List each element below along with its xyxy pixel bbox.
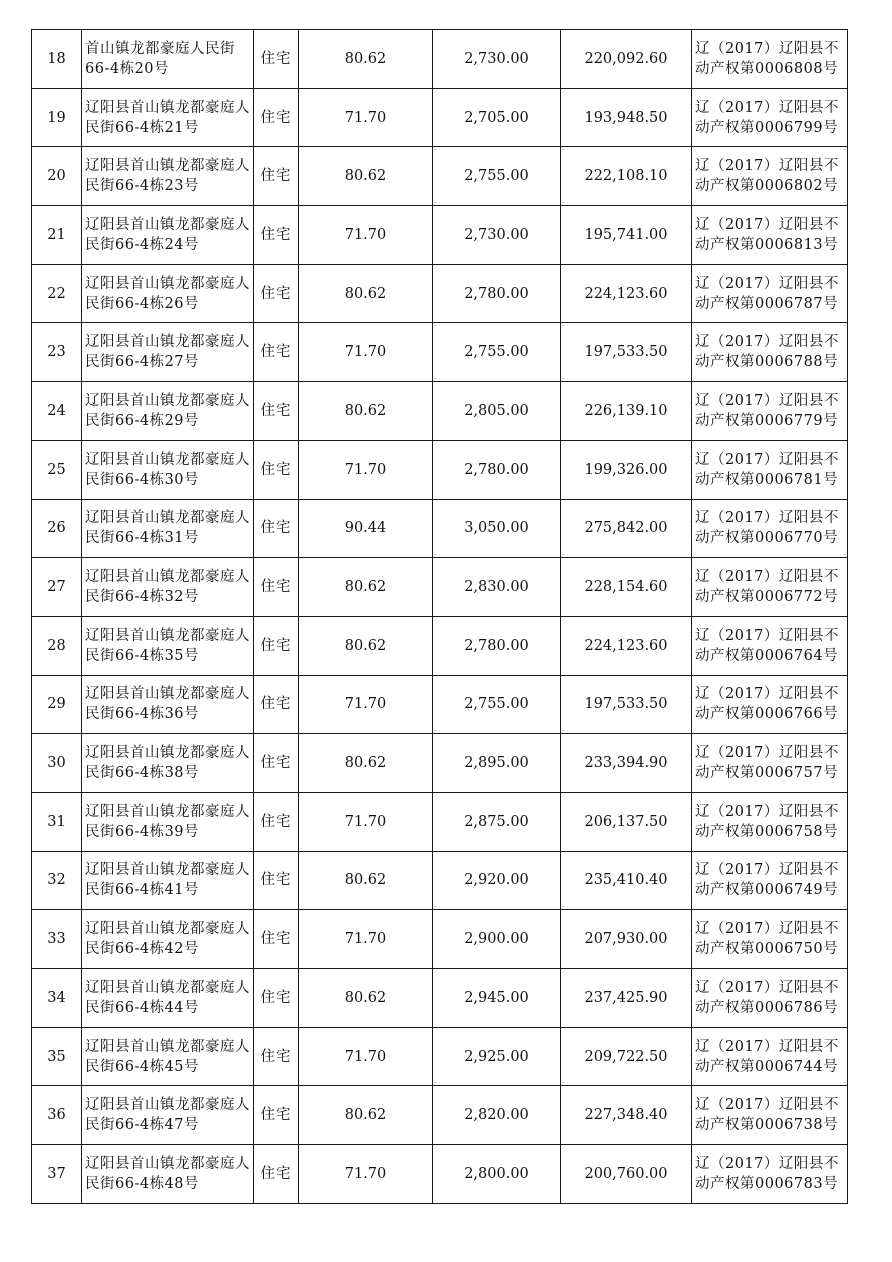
area-cell: 80.62 [299,30,433,89]
table-row [32,558,848,617]
certificate-number-cell: 辽（2017）辽阳县不动产权第0006764号 [692,616,848,675]
unit-price-cell: 2,780.00 [433,264,561,323]
table-row [32,499,848,558]
address-cell: 辽阳县首山镇龙都豪庭人民街66-4栋42号 [82,910,254,969]
usage-cell: 住宅 [254,88,299,147]
unit-price-cell: 2,755.00 [433,675,561,734]
table-row [32,30,848,89]
row-number-cell: 29 [32,675,82,734]
unit-price-cell: 2,925.00 [433,1027,561,1086]
unit-price-cell: 2,920.00 [433,851,561,910]
row-number-cell: 31 [32,792,82,851]
total-price-cell: 200,760.00 [561,1145,692,1204]
usage-cell: 住宅 [254,1027,299,1086]
table-row [32,1145,848,1204]
certificate-number-cell: 辽（2017）辽阳县不动产权第0006749号 [692,851,848,910]
table-row [32,1027,848,1086]
certificate-number-cell: 辽（2017）辽阳县不动产权第0006813号 [692,206,848,265]
table-row [32,616,848,675]
total-price-cell: 226,139.10 [561,382,692,441]
total-price-cell: 220,092.60 [561,30,692,89]
usage-cell: 住宅 [254,675,299,734]
address-cell: 辽阳县首山镇龙都豪庭人民街66-4栋47号 [82,1086,254,1145]
unit-price-cell: 2,830.00 [433,558,561,617]
total-price-cell: 233,394.90 [561,734,692,793]
certificate-number-cell: 辽（2017）辽阳县不动产权第0006799号 [692,88,848,147]
table-row [32,910,848,969]
row-number-cell: 21 [32,206,82,265]
address-cell: 辽阳县首山镇龙都豪庭人民街66-4栋36号 [82,675,254,734]
area-cell: 71.70 [299,440,433,499]
table-row [32,264,848,323]
total-price-cell: 237,425.90 [561,969,692,1028]
unit-price-cell: 2,755.00 [433,323,561,382]
row-number-cell: 23 [32,323,82,382]
area-cell: 80.62 [299,734,433,793]
row-number-cell: 32 [32,851,82,910]
total-price-cell: 227,348.40 [561,1086,692,1145]
table-row [32,440,848,499]
unit-price-cell: 2,800.00 [433,1145,561,1204]
row-number-cell: 33 [32,910,82,969]
total-price-cell: 224,123.60 [561,616,692,675]
total-price-cell: 199,326.00 [561,440,692,499]
unit-price-cell: 2,895.00 [433,734,561,793]
area-cell: 71.70 [299,675,433,734]
certificate-number-cell: 辽（2017）辽阳县不动产权第0006781号 [692,440,848,499]
table-row [32,323,848,382]
table-row [32,88,848,147]
unit-price-cell: 3,050.00 [433,499,561,558]
table-row [32,969,848,1028]
address-cell: 辽阳县首山镇龙都豪庭人民街66-4栋32号 [82,558,254,617]
table-row [32,792,848,851]
usage-cell: 住宅 [254,616,299,675]
address-cell: 辽阳县首山镇龙都豪庭人民街66-4栋38号 [82,734,254,793]
area-cell: 80.62 [299,1086,433,1145]
usage-cell: 住宅 [254,558,299,617]
area-cell: 71.70 [299,323,433,382]
row-number-cell: 18 [32,30,82,89]
area-cell: 71.70 [299,1027,433,1086]
certificate-number-cell: 辽（2017）辽阳县不动产权第0006758号 [692,792,848,851]
address-cell: 辽阳县首山镇龙都豪庭人民街66-4栋35号 [82,616,254,675]
area-cell: 80.62 [299,616,433,675]
usage-cell: 住宅 [254,30,299,89]
area-cell: 80.62 [299,264,433,323]
certificate-number-cell: 辽（2017）辽阳县不动产权第0006757号 [692,734,848,793]
unit-price-cell: 2,705.00 [433,88,561,147]
unit-price-cell: 2,900.00 [433,910,561,969]
usage-cell: 住宅 [254,734,299,793]
certificate-number-cell: 辽（2017）辽阳县不动产权第0006772号 [692,558,848,617]
area-cell: 80.62 [299,558,433,617]
area-cell: 71.70 [299,910,433,969]
total-price-cell: 224,123.60 [561,264,692,323]
area-cell: 80.62 [299,851,433,910]
address-cell: 辽阳县首山镇龙都豪庭人民街66-4栋44号 [82,969,254,1028]
table-row [32,382,848,441]
row-number-cell: 27 [32,558,82,617]
table-row [32,851,848,910]
area-cell: 71.70 [299,792,433,851]
address-cell: 辽阳县首山镇龙都豪庭人民街66-4栋31号 [82,499,254,558]
total-price-cell: 197,533.50 [561,323,692,382]
area-cell: 90.44 [299,499,433,558]
row-number-cell: 37 [32,1145,82,1204]
table-row [32,734,848,793]
address-cell: 辽阳县首山镇龙都豪庭人民街66-4栋27号 [82,323,254,382]
document-page [31,29,847,1204]
total-price-cell: 209,722.50 [561,1027,692,1086]
row-number-cell: 25 [32,440,82,499]
total-price-cell: 222,108.10 [561,147,692,206]
address-cell: 辽阳县首山镇龙都豪庭人民街66-4栋24号 [82,206,254,265]
address-cell: 辽阳县首山镇龙都豪庭人民街66-4栋39号 [82,792,254,851]
certificate-number-cell: 辽（2017）辽阳县不动产权第0006786号 [692,969,848,1028]
total-price-cell: 228,154.60 [561,558,692,617]
usage-cell: 住宅 [254,910,299,969]
unit-price-cell: 2,805.00 [433,382,561,441]
usage-cell: 住宅 [254,440,299,499]
table-row [32,675,848,734]
usage-cell: 住宅 [254,323,299,382]
row-number-cell: 20 [32,147,82,206]
address-cell: 辽阳县首山镇龙都豪庭人民街66-4栋30号 [82,440,254,499]
total-price-cell: 193,948.50 [561,88,692,147]
row-number-cell: 24 [32,382,82,441]
address-cell: 辽阳县首山镇龙都豪庭人民街66-4栋29号 [82,382,254,441]
row-number-cell: 36 [32,1086,82,1145]
usage-cell: 住宅 [254,206,299,265]
certificate-number-cell: 辽（2017）辽阳县不动产权第0006802号 [692,147,848,206]
row-number-cell: 35 [32,1027,82,1086]
usage-cell: 住宅 [254,382,299,441]
total-price-cell: 206,137.50 [561,792,692,851]
usage-cell: 住宅 [254,147,299,206]
address-cell: 辽阳县首山镇龙都豪庭人民街66-4栋41号 [82,851,254,910]
unit-price-cell: 2,945.00 [433,969,561,1028]
usage-cell: 住宅 [254,264,299,323]
row-number-cell: 19 [32,88,82,147]
unit-price-cell: 2,730.00 [433,206,561,265]
certificate-number-cell: 辽（2017）辽阳县不动产权第0006750号 [692,910,848,969]
total-price-cell: 207,930.00 [561,910,692,969]
total-price-cell: 275,842.00 [561,499,692,558]
unit-price-cell: 2,730.00 [433,30,561,89]
address-cell: 辽阳县首山镇龙都豪庭人民街66-4栋21号 [82,88,254,147]
address-cell: 首山镇龙都豪庭人民街66-4栋20号 [82,30,254,89]
usage-cell: 住宅 [254,499,299,558]
usage-cell: 住宅 [254,851,299,910]
total-price-cell: 235,410.40 [561,851,692,910]
row-number-cell: 26 [32,499,82,558]
certificate-number-cell: 辽（2017）辽阳县不动产权第0006783号 [692,1145,848,1204]
certificate-number-cell: 辽（2017）辽阳县不动产权第0006788号 [692,323,848,382]
row-number-cell: 30 [32,734,82,793]
certificate-number-cell: 辽（2017）辽阳县不动产权第0006744号 [692,1027,848,1086]
unit-price-cell: 2,755.00 [433,147,561,206]
address-cell: 辽阳县首山镇龙都豪庭人民街66-4栋48号 [82,1145,254,1204]
table-row [32,206,848,265]
usage-cell: 住宅 [254,792,299,851]
total-price-cell: 197,533.50 [561,675,692,734]
certificate-number-cell: 辽（2017）辽阳县不动产权第0006787号 [692,264,848,323]
property-table [31,29,848,1204]
area-cell: 80.62 [299,969,433,1028]
unit-price-cell: 2,780.00 [433,440,561,499]
usage-cell: 住宅 [254,1086,299,1145]
certificate-number-cell: 辽（2017）辽阳县不动产权第0006808号 [692,30,848,89]
address-cell: 辽阳县首山镇龙都豪庭人民街66-4栋45号 [82,1027,254,1086]
area-cell: 71.70 [299,206,433,265]
area-cell: 80.62 [299,147,433,206]
address-cell: 辽阳县首山镇龙都豪庭人民街66-4栋26号 [82,264,254,323]
certificate-number-cell: 辽（2017）辽阳县不动产权第0006738号 [692,1086,848,1145]
address-cell: 辽阳县首山镇龙都豪庭人民街66-4栋23号 [82,147,254,206]
area-cell: 71.70 [299,88,433,147]
usage-cell: 住宅 [254,1145,299,1204]
table-row [32,1086,848,1145]
certificate-number-cell: 辽（2017）辽阳县不动产权第0006766号 [692,675,848,734]
usage-cell: 住宅 [254,969,299,1028]
total-price-cell: 195,741.00 [561,206,692,265]
unit-price-cell: 2,875.00 [433,792,561,851]
unit-price-cell: 2,820.00 [433,1086,561,1145]
row-number-cell: 28 [32,616,82,675]
area-cell: 71.70 [299,1145,433,1204]
certificate-number-cell: 辽（2017）辽阳县不动产权第0006779号 [692,382,848,441]
table-row [32,147,848,206]
area-cell: 80.62 [299,382,433,441]
unit-price-cell: 2,780.00 [433,616,561,675]
table-body [32,30,848,1204]
row-number-cell: 34 [32,969,82,1028]
row-number-cell: 22 [32,264,82,323]
certificate-number-cell: 辽（2017）辽阳县不动产权第0006770号 [692,499,848,558]
